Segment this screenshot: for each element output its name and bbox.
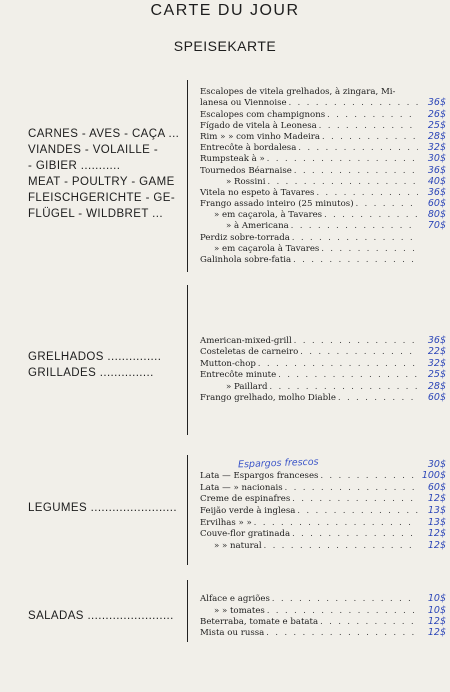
menu-item-price: 12$	[427, 493, 446, 505]
dot-leader	[319, 121, 418, 131]
menu-item-name: Beterraba, tomate e batata	[200, 616, 319, 627]
handwritten-note: Espargos frescos	[237, 456, 319, 471]
menu-item	[200, 516, 446, 528]
category-line: VIANDES - VOLAILLE -	[28, 144, 159, 156]
menu-item-name: Galinhola sobre-fatia	[200, 255, 292, 265]
menu-item-price: 36$	[427, 186, 446, 198]
menu-item-price: 30$	[427, 153, 446, 165]
menu-item	[200, 142, 446, 153]
menu-item-price: 60$	[427, 481, 446, 493]
items-carnes	[200, 86, 446, 265]
dot-leader	[321, 244, 418, 254]
menu-item-name: Lata — » nacionais	[200, 482, 283, 493]
dot-leader	[292, 494, 418, 504]
dot-leader	[278, 370, 418, 380]
menu-item-price: 36$	[427, 97, 446, 109]
menu-item-name: Feijão verde à inglesa	[200, 505, 296, 516]
menu-item	[200, 120, 446, 131]
menu-item-name: Frango grelhado, molho Diable	[200, 393, 336, 403]
dot-leader	[293, 255, 418, 265]
menu-item	[200, 604, 446, 615]
category-grelhados	[28, 349, 161, 381]
dot-leader	[268, 177, 419, 187]
menu-item	[200, 86, 446, 97]
category-line: SALADAS ........................	[28, 610, 174, 622]
menu-item	[200, 528, 446, 540]
dot-leader	[316, 188, 418, 198]
menu-item-name: » Rossini	[226, 176, 266, 187]
dot-leader	[298, 143, 418, 153]
menu-item	[200, 369, 446, 381]
dot-leader	[267, 154, 418, 164]
menu-item-price: 70$	[427, 220, 446, 232]
menu-item	[200, 153, 446, 164]
menu-item	[200, 176, 446, 187]
menu-item-name: Alface e agriões	[200, 594, 270, 605]
menu-item	[200, 504, 446, 516]
category-line: FLÜGEL - WILDBRET ...	[28, 208, 163, 220]
menu-item-price: 60$	[427, 392, 446, 403]
dot-leader	[272, 594, 418, 604]
menu-item-price: 26$	[427, 108, 446, 120]
menu-item-name: Perdiz sobre-torrada	[200, 232, 290, 243]
menu-item-name: Vitela no espeto à Tavares	[200, 187, 315, 198]
dot-leader	[356, 199, 418, 209]
menu-item	[200, 254, 446, 265]
section-divider	[187, 580, 188, 642]
menu-item-name: Escalopes com champignons	[200, 109, 326, 120]
category-line: GRELHADOS ...............	[28, 351, 162, 363]
dot-leader	[266, 628, 418, 638]
dot-leader	[324, 210, 418, 220]
menu-item-name: » Paillard	[226, 381, 268, 392]
menu-item-price: 100$	[421, 470, 446, 482]
dot-leader	[292, 233, 418, 243]
dot-leader	[270, 382, 419, 392]
menu-item	[200, 593, 446, 604]
dot-leader	[292, 529, 418, 539]
menu-item-name: Ervilhas » »	[200, 517, 252, 528]
menu-item-name: » » tomates	[214, 605, 265, 616]
menu-item-name: Costeletas de carneiro	[200, 347, 299, 357]
menu-item-price: 12$	[427, 615, 446, 627]
menu-item-price: 36$	[427, 334, 446, 346]
dot-leader	[264, 541, 418, 551]
menu-item	[200, 470, 446, 482]
menu-item-price: 60$	[427, 198, 446, 210]
dot-leader	[297, 506, 418, 516]
category-line: GRILLADES ...............	[28, 367, 154, 379]
menu-item	[200, 220, 446, 231]
menu-item	[200, 198, 446, 209]
category-carnes	[28, 126, 179, 222]
menu-item	[200, 108, 446, 119]
menu-item	[200, 627, 446, 638]
menu-item	[200, 616, 446, 627]
menu-item-price: 13$	[427, 516, 446, 528]
category-line: - GIBIER ...........	[28, 160, 121, 172]
dot-leader	[294, 336, 418, 346]
section-divider	[187, 285, 188, 435]
menu-item-price: 10$	[427, 593, 446, 605]
menu-item-price: 32$	[427, 142, 446, 154]
menu-item	[200, 392, 446, 404]
section-divider	[187, 80, 188, 272]
dot-leader	[267, 606, 418, 616]
menu-item-price: 13$	[427, 504, 446, 516]
dot-leader	[285, 483, 418, 493]
menu-item-price: 12$	[427, 528, 446, 540]
menu-item	[200, 97, 446, 108]
menu-item-price: 12$	[427, 539, 446, 551]
dot-leader	[320, 471, 418, 481]
dot-leader	[291, 221, 418, 231]
menu-item-name: Tournedos Béarnaise	[200, 165, 292, 176]
menu-item	[200, 131, 446, 142]
menu-item-name: Frango assado inteiro (25 minutos)	[200, 199, 354, 210]
menu-item-name: Fígado de vitela à Leonesa	[200, 120, 317, 131]
menu-item-name: Entrecôte minute	[200, 370, 277, 380]
menu-item-price: 10$	[427, 604, 446, 616]
menu-item	[200, 334, 446, 346]
menu-item	[200, 357, 446, 369]
dot-leader	[322, 132, 418, 142]
menu-item	[200, 458, 446, 470]
menu-item	[200, 539, 446, 551]
menu-item	[200, 231, 446, 242]
menu-item	[200, 209, 446, 220]
menu-item-name: Rumpsteak à »	[200, 154, 265, 165]
category-line: MEAT - POULTRY - GAME	[28, 176, 175, 188]
menu-item-name: » » natural	[214, 540, 262, 551]
menu-item-price: 25$	[427, 369, 446, 380]
menu-item-price: 40$	[427, 175, 446, 187]
page-subtitle: SPEISEKARTE	[173, 38, 277, 54]
menu-item-price: 28$	[427, 380, 446, 392]
menu-item	[200, 187, 446, 198]
dot-leader	[289, 98, 418, 108]
dot-leader	[327, 110, 418, 120]
category-saladas	[28, 608, 174, 624]
menu-item	[200, 243, 446, 254]
category-line: LEGUMES ........................	[28, 502, 177, 514]
menu-item-name: » à Americana	[226, 221, 289, 232]
menu-item-price: 28$	[427, 130, 446, 142]
menu-item-name: American-mixed-grill	[200, 335, 292, 346]
dot-leader	[320, 617, 418, 627]
category-line: CARNES - AVES - CAÇA ...	[28, 128, 180, 140]
page-title: CARTE DU JOUR	[150, 2, 300, 19]
menu-item-price: 36$	[427, 164, 446, 176]
menu-item-name: Rim » » com vinho Madeira	[200, 131, 321, 142]
menu-item-name: lanesa ou Viennoise	[200, 98, 287, 109]
menu-item-name: Couve-flor gratinada	[200, 529, 291, 540]
items-grelhados	[200, 334, 446, 403]
dot-leader	[300, 347, 418, 357]
dot-leader	[254, 518, 418, 528]
menu-item-name: Entrecôte à bordalesa	[200, 143, 297, 154]
menu-item-name: » em caçarola, à Tavares	[214, 210, 323, 221]
items-legumes	[200, 458, 446, 551]
menu-item-name: Mutton-chop	[200, 358, 256, 369]
menu-item-name: » em caçarola à Tavares	[214, 243, 320, 254]
menu-item-price: 80$	[427, 209, 446, 221]
menu-item	[200, 346, 446, 358]
menu-item-price: 12$	[427, 627, 446, 639]
menu-item-price: 25$	[427, 119, 446, 131]
menu-item-name: Escalopes de vitela grelhados, à zingara, Mi-	[200, 87, 396, 98]
dot-leader	[294, 166, 418, 176]
menu-item-name: Mista ou russa	[200, 628, 265, 639]
menu-item-price: 30$	[427, 458, 446, 470]
dot-leader	[258, 359, 418, 369]
dot-leader	[338, 393, 418, 403]
items-saladas	[200, 593, 446, 638]
menu-item	[200, 380, 446, 392]
category-legumes	[28, 500, 177, 516]
menu-item-name: Lata — Espargos franceses	[200, 471, 319, 482]
menu-item	[200, 481, 446, 493]
menu-item	[200, 164, 446, 175]
category-line: FLEISCHGERICHTE - GE-	[28, 192, 176, 204]
section-divider	[187, 455, 188, 565]
menu-item-name: Creme de espinafres	[200, 494, 291, 505]
menu-item-price: 22$	[427, 346, 446, 357]
menu-item-price: 32$	[427, 357, 446, 369]
menu-item	[200, 493, 446, 505]
